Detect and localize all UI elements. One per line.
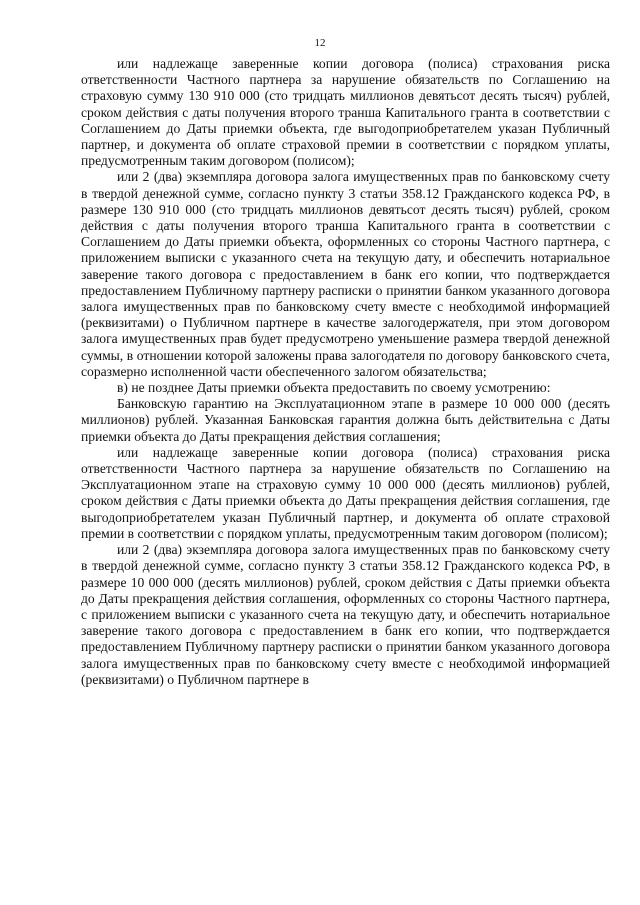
paragraph-insurance-policy-operational-stage: или надлежаще заверенные копии договора (полиса) страхования риска ответственности Частного партнера за нарушение обязательств по Соглашению на Эксплуатационном этапе на страховую сумму 10 000 000 (десять миллионов) рублей, сроком действия с Даты приемки объекта до Даты прекращения действия соглашения, где выгодоприобретателем указан Публичный партнер, и документа об оплате страховой премии в соответствии с порядком уплаты, предусмотренным таким договором (полисом); xyxy=(81,444,610,541)
paragraph-insurance-policy-capital-stage: или надлежаще заверенные копии договора (полиса) страхования риска ответственности Частного партнера за нарушение обязательств по Соглашению на страховую сумму 130 910 000 (сто тридцать миллионов девятьсот десять тысяч) рублей, сроком действия с даты получения второго транша Капитального гранта в соответствии с Соглашением до Даты приемки объекта, где выгодоприобретателем указан Публичный партнер, и документа об оплате страховой премии в соответствии с порядком уплаты, предусмотренным таким договором (полисом); xyxy=(81,56,610,169)
page-number: 12 xyxy=(314,37,326,49)
paragraph-item-v: в) не позднее Даты приемки объекта предоставить по своему усмотрению: xyxy=(117,380,551,396)
paragraph-pledge-agreement-capital-stage: или 2 (два) экземпляра договора залога имущественных прав по банковскому счету в твердой денежной сумме, согласно пункту 3 статьи 358.12 Гражданского кодекса РФ, в размере 130 910 000 (сто тридцать миллионов девятьсот десять тысяч) рублей, сроком действия с даты получения второго транша Капитального гранта в соответствии с Соглашением до Даты приемки объекта, оформленных со стороны Частного партнера, с приложением выписки с указанного счета на текущую дату, и обеспечить нотариальное заверение такого договора с предоставлением в банк его копии, что подтверждается предоставлением Публичному партнеру расписки о принятии банком указанного договора залога имущественных прав по банковскому счету вместе с необходимой информацией (реквизитами) о Публичном партнере в качестве залогодержателя, при этом договором залога имущественных прав будет предусмотрено уменьшение размера твердой денежной суммы, в отношении которой заложены права залогодателя по договору банковского счета, соразмерно исполненной части обеспеченного залогом обязательства; xyxy=(81,169,610,379)
paragraph-bank-guarantee-operational-stage: Банковскую гарантию на Эксплуатационном этапе в размере 10 000 000 (десять миллионов) рублей. Указанная Банковская гарантия должна быть действительна с Даты приемки объекта до Даты прекращения действия соглашения; xyxy=(81,396,610,444)
document-body xyxy=(81,56,610,688)
paragraph-pledge-agreement-operational-stage: или 2 (два) экземпляра договора залога имущественных прав по банковскому счету в твердой денежной сумме, согласно пункту 3 статьи 358.12 Гражданского кодекса РФ, в размере 10 000 000 (десять миллионов) рублей, сроком действия с Даты приемки объекта до Даты прекращения действия соглашения, оформленных со стороны Частного партнера, с приложением выписки с указанного счета на текущую дату, и обеспечить нотариальное заверение такого договора с предоставлением в банк его копии, что подтверждается предоставлением Публичному партнеру расписки о принятии банком указанного договора залога имущественных прав по банковскому счету вместе с необходимой информацией (реквизитами) о Публичном партнере в xyxy=(81,542,610,687)
